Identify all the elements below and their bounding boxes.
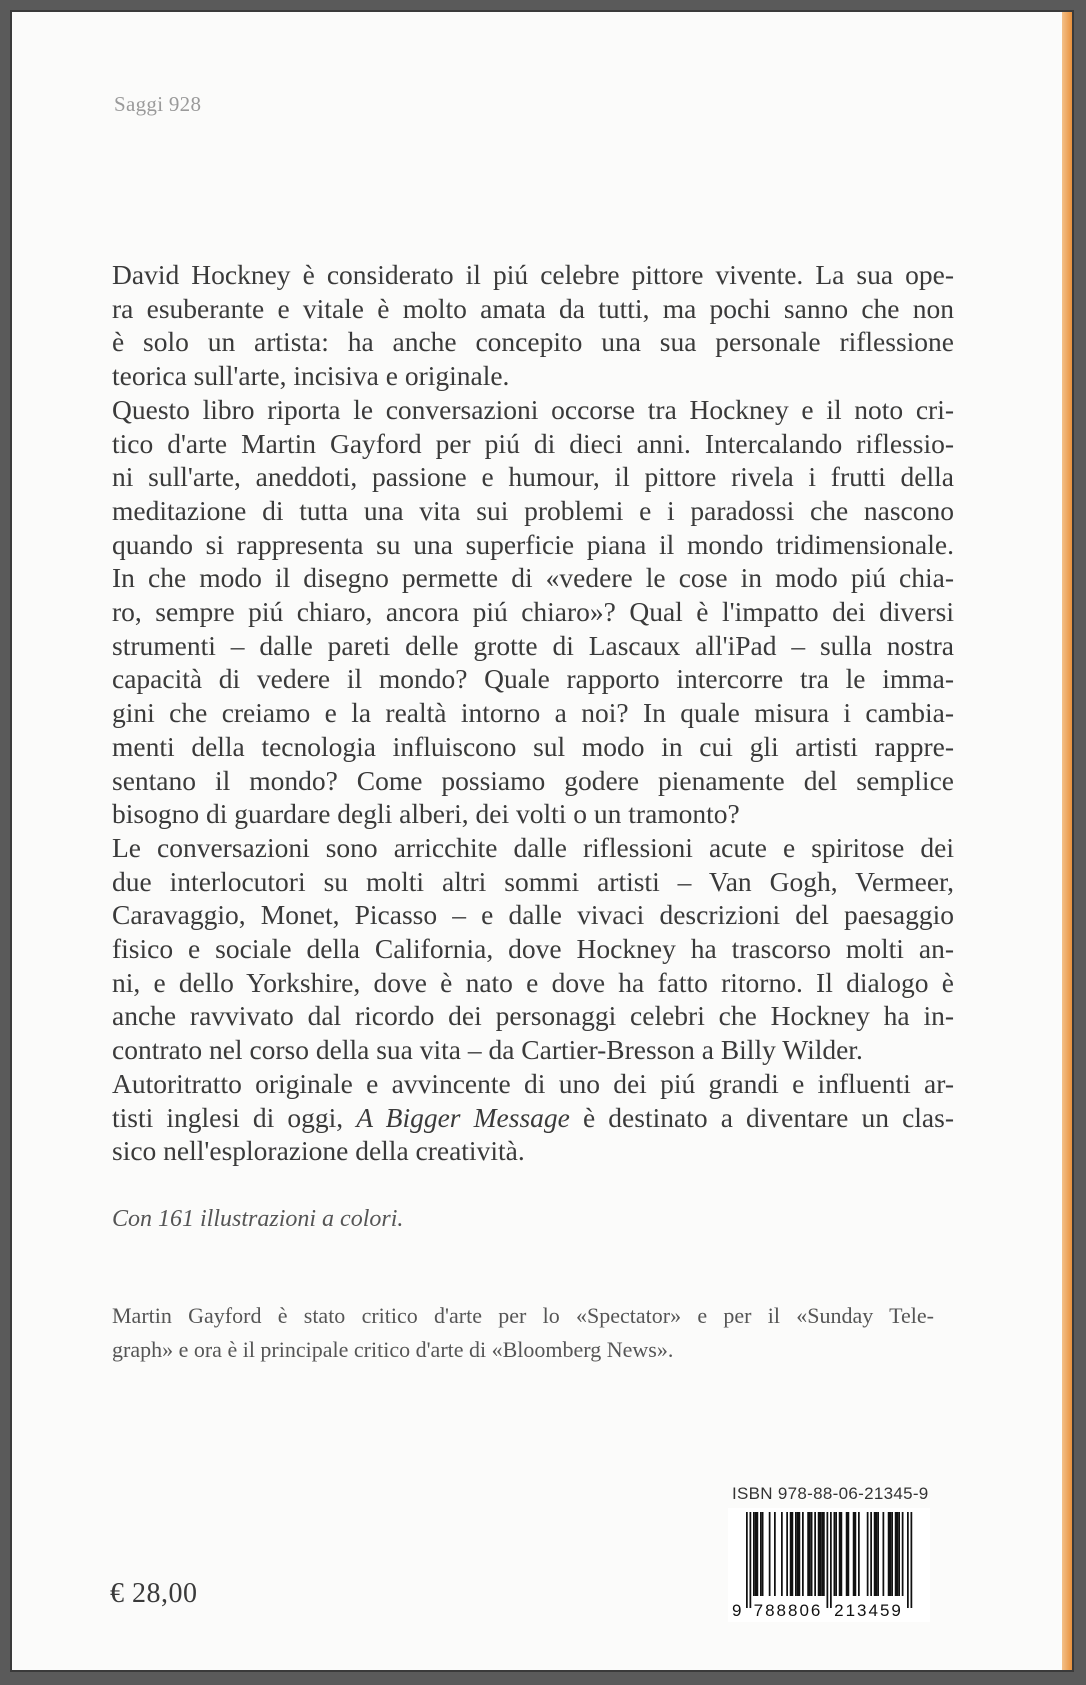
barcode: [728, 1508, 930, 1622]
blurb-line: Caravaggio, Monet, Picasso – e dalle vivaci descrizioni del paesaggio: [112, 899, 954, 931]
barcode-bar: [797, 1512, 799, 1596]
blurb-line: ni, e dello Yorkshire, dove è nato e dove ha fatto ritorno. Il dialogo è: [112, 966, 954, 998]
barcode-bar: [753, 1512, 755, 1596]
barcode-bar: [811, 1512, 813, 1596]
price: € 28,00: [110, 1578, 198, 1609]
barcode-bar: [834, 1512, 836, 1596]
blurb-line: due interlocutori su molti altri sommi artisti – Van Gogh, Vermeer,: [112, 865, 954, 897]
barcode-bar: [867, 1512, 869, 1596]
barcode-bar: [898, 1512, 900, 1596]
blurb-line: sentano il mondo? Come possiamo godere pienamente del semplice: [112, 764, 954, 796]
blurb-line: Le conversazioni sono arricchite dalle riflessioni acute e spiritose dei: [112, 831, 954, 863]
barcode-bar: [841, 1512, 843, 1596]
barcode-bar: [820, 1512, 822, 1596]
barcode-bar: [835, 1512, 837, 1596]
barcode-bar: [786, 1512, 788, 1596]
blurb-line: capacità di vedere il mondo? Quale rapporto intercorre tra le imma-: [112, 663, 954, 695]
barcode-bar: [895, 1512, 897, 1596]
barcode-bar: [809, 1512, 811, 1596]
blurb-line: In che modo il disegno permette di «vedere le cose in modo piú chia-: [112, 562, 954, 594]
isbn-label: ISBN 978-88-06-21345-9: [732, 1484, 929, 1503]
barcode-digits: 9: [732, 1601, 744, 1620]
blurb-line: è solo un artista: ha anche concepito una sua personale riflessione: [112, 326, 954, 358]
barcode-bar: [792, 1512, 794, 1596]
author-bio: [112, 1299, 934, 1367]
blurb-line: teorica sull'arte, incisiva e originale.: [112, 360, 510, 392]
barcode-digits: 213459: [834, 1601, 903, 1620]
blurb-line: strumenti – dalle pareti delle grotte di Lascaux all'iPad – sulla nostra: [112, 629, 954, 661]
barcode-bar: [855, 1512, 857, 1596]
blurb-line: Questo libro riporta le conversazioni occorse tra Hockney e il noto cri-: [112, 393, 954, 425]
blurb-line: fisico e sociale della California, dove Hockney ha trascorso molti an-: [112, 933, 954, 965]
barcode-bar: [839, 1512, 841, 1596]
barcode-bar: [781, 1512, 783, 1596]
illustrations-note: Con 161 illustrazioni a colori.: [112, 1206, 404, 1232]
barcode-bar: [858, 1512, 860, 1596]
blurb-line: sico nell'esplorazione della creatività.: [112, 1135, 525, 1167]
blurb-segment: tisti inglesi di oggi,: [112, 1101, 357, 1133]
barcode-bar: [802, 1512, 804, 1596]
barcode-bar: [877, 1512, 879, 1596]
blurb-line: anche ravvivato dal ricordo dei personaggi celebri che Hockney ha in-: [112, 1000, 954, 1032]
blurb-line: bisogno di guardare degli alberi, dei volti o un tramonto?: [112, 798, 740, 830]
barcode-bar: [830, 1512, 832, 1608]
blurb-line: gini che creiamo e la realtà intorno a noi? In quale misura i cambia-: [112, 697, 954, 729]
barcode-digits: 788806: [753, 1601, 823, 1620]
barcode-bar: [799, 1512, 801, 1596]
blurb-line: David Hockney è considerato il piú celebre pittore vivente. La sua ope-: [112, 259, 954, 290]
blurb-line: [112, 1101, 954, 1135]
barcode-image: [728, 1508, 930, 1622]
barcode-bar: [818, 1512, 820, 1596]
barcode-bar: [790, 1512, 792, 1596]
barcode-bar: [883, 1512, 885, 1596]
barcode-bar: [746, 1512, 748, 1608]
barcode-bar: [876, 1512, 878, 1596]
barcode-bar: [814, 1512, 816, 1596]
blurb-line: menti della tecnologia influiscono sul modo in cui gli artisti rappre-: [112, 730, 954, 762]
barcode-bar: [762, 1512, 764, 1596]
barcode-bar: [891, 1512, 893, 1596]
barcode-bar: [902, 1512, 904, 1596]
blurb-line: ra esuberante e vitale è molto amata da tutti, ma pochi sanno che non: [112, 292, 954, 324]
barcode-bar: [853, 1512, 855, 1596]
author-bio-line: graph» e ora è il principale critico d'arte di «Bloomberg News».: [112, 1337, 674, 1362]
blurb-line: tico d'arte Martin Gayford per piú di dieci anni. Intercalando riflessio-: [112, 427, 954, 459]
barcode-bar: [827, 1512, 829, 1608]
barcode-bar: [774, 1512, 776, 1596]
book-blurb: [112, 258, 954, 1168]
blurb-line: ro, sempre piú chiaro, ancora piú chiaro»? Qual è l'impatto dei diversi: [112, 596, 954, 628]
barcode-bar: [823, 1512, 825, 1596]
barcode-bar: [911, 1512, 913, 1608]
blurb-line: contrato nel corso della sua vita – da Cartier-Bresson a Billy Wilder.: [112, 1034, 863, 1066]
book-title: A Bigger Message: [356, 1101, 570, 1133]
barcode-bar: [821, 1512, 823, 1596]
barcode-bar: [795, 1512, 797, 1596]
series-label: Saggi 928: [114, 92, 202, 116]
barcode-bar: [897, 1512, 899, 1596]
barcode-bar: [760, 1512, 762, 1596]
blurb-line: quando si rappresenta su una superficie piana il mondo tridimensionale.: [112, 528, 954, 560]
barcode-bar: [874, 1512, 876, 1596]
book-back-cover: [10, 10, 1074, 1672]
blurb-line: meditazione di tutta una vita sui problemi e i paradossi che nascono: [112, 494, 954, 526]
barcode-bar: [755, 1512, 757, 1596]
barcode-bar: [907, 1512, 909, 1608]
barcode-bar: [848, 1512, 850, 1596]
blurb-line: Autoritratto originale e avvincente di uno dei piú grandi e influenti ar-: [112, 1067, 954, 1099]
blurb-segment: è destinato a diventare un clas-: [569, 1101, 954, 1133]
spine-edge: [1062, 12, 1072, 1670]
barcode-bar: [870, 1512, 872, 1596]
barcode-bar: [888, 1512, 890, 1596]
barcode-bar: [750, 1512, 752, 1608]
author-bio-line: Martin Gayford è stato critico d'arte per lo «Spectator» e per il «Sunday Tele-: [112, 1303, 934, 1328]
barcode-bar: [807, 1512, 809, 1596]
blurb-line: ni sull'arte, aneddoti, passione e humour, il pittore rivela i frutti della: [112, 461, 954, 493]
barcode-bar: [769, 1512, 771, 1596]
barcode-bar: [846, 1512, 848, 1596]
barcode-bar: [757, 1512, 759, 1596]
barcode-bar: [890, 1512, 892, 1596]
